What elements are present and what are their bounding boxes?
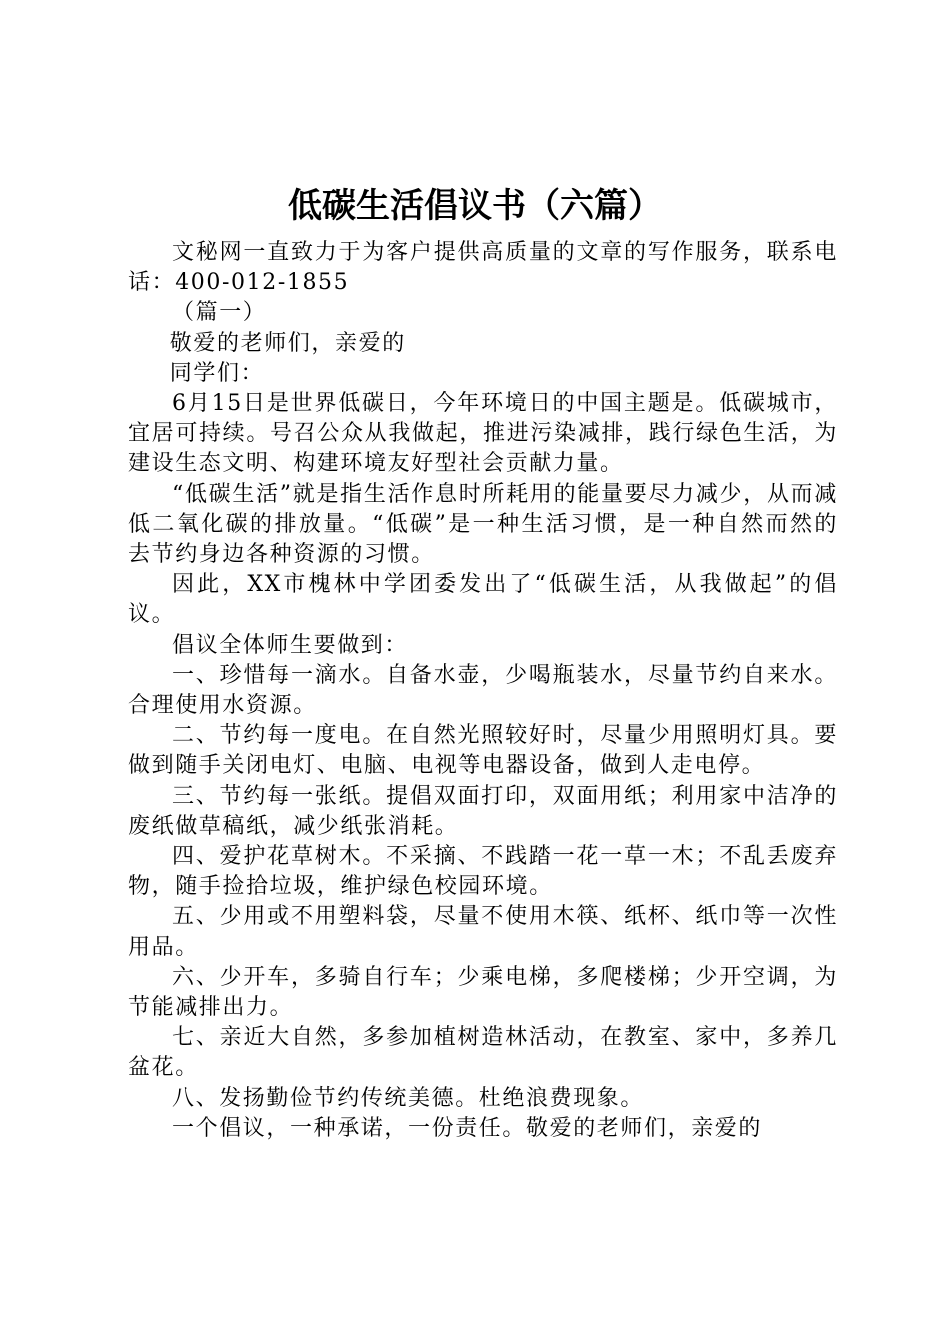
list-item: 三、节约每一张纸。提倡双面打印，双面用纸；利用家中洁净的废纸做草稿纸，减少纸张消耗。 [128,783,838,839]
list-item: 一、珍惜每一滴水。自备水壶，少喝瓶装水，尽量节约自来水。合理使用水资源。 [128,662,838,719]
paragraph-section-label: （篇一） [172,300,267,326]
paragraph-intro: 文秘网一直致力于为客户提供高质量的文章的写作服务，联系电话：400-012-1855 [128,240,838,296]
list-item: 七、亲近大自然，多参加植树造林活动，在教室、家中，多养几盆花。 [128,1025,838,1081]
list-item: 八、发扬勤俭节约传统美德。杜绝浪费现象。 [172,1085,645,1111]
paragraph: 因此，XX市槐林中学团委发出了“低碳生活，从我做起”的倡议。 [128,572,838,628]
paragraph: 6月15日是世界低碳日，今年环境日的中国主题是。低碳城市，宜居可持续。号召公众从我做起，推进污染减排，践行绿色生活，为建设生态文明、构建环境友好型社会贡献力量。 [128,391,838,477]
paragraph: 倡议全体师生要做到： [172,632,409,658]
document-title: 低碳生活倡议书（六篇） [288,186,662,226]
paragraph-salutation: 敬爱的老师们，亲爱的 [169,330,406,356]
paragraph-salutation-cont: 同学们： [169,360,265,386]
list-item: 五、少用或不用塑料袋，尽量不使用木筷、纸杯、纸巾等一次性用品。 [128,904,838,960]
paragraph: “低碳生活”就是指生活作息时所耗用的能量要尽力减少，从而减低二氧化碳的排放量。“低碳”是一种生活习惯，是一种自然而然的去节约身边各种资源的习惯。 [128,481,838,568]
document-body [128,238,838,1144]
list-item: 二、节约每一度电。在自然光照较好时，尽量少用照明灯具。要做到随手关闭电灯、电脑、电视等电器设备，做到人走电停。 [128,723,838,779]
list-item: 四、爱护花草树木。不采摘、不践踏一花一草一木；不乱丢废弃物，随手捡拾垃圾，维护绿色校园环境。 [128,844,838,900]
paragraph: 一个倡议，一种承诺，一份责任。敬爱的老师们，亲爱的 [172,1115,763,1141]
list-item: 六、少开车，多骑自行车；少乘电梯，多爬楼梯；少开空调，为节能减排出力。 [128,964,838,1021]
